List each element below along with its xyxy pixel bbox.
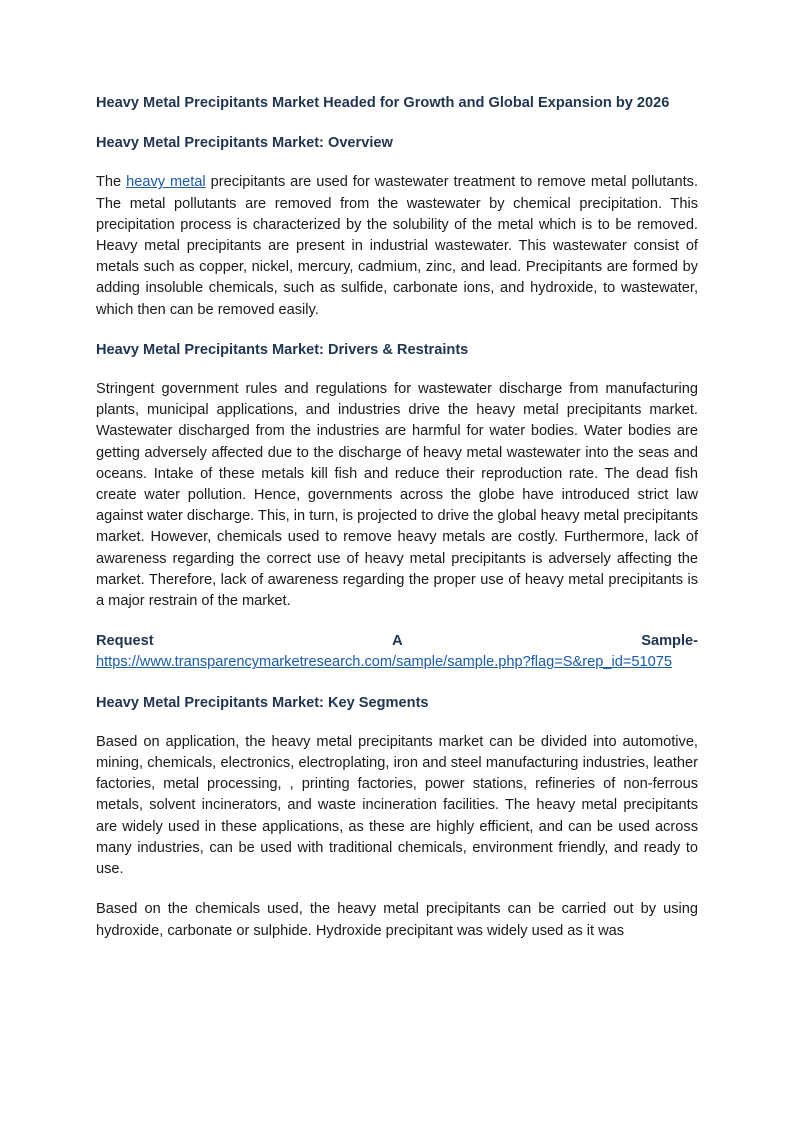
- drivers-paragraph: Stringent government rules and regulations for wastewater discharge from manufacturing plants, municipal applications, and industries drive the heavy metal precipitants market. Wastewater discharged from the industries are harmful for water bodies. Water bodies are getting adversely affected due to the discharge of heavy metal wastewater into the seas and oceans. Intake of these metals kill fish and reduce their reproduction rate. The dead fish create water pollution. Hence, governments across the globe have introduced strict law against water discharge. This, in turn, is projected to drive the global heavy metal precipitants market. However, chemicals used to remove heavy metals are costly. Furthermore, lack of awareness regarding the correct use of heavy metal precipitants is adversely affecting the market. Therefore, lack of awareness regarding the proper use of heavy metal precipitants is a major restrain of the market.: [96, 381, 698, 610]
- segments-paragraph-application: Based on application, the heavy metal precipitants market can be divided into automotive, mining, chemicals, electronics, electroplating, iron and steel manufacturing industries, leather factories, metal processing, , printing factories, power stations, refineries of non-ferrous metals, solvent incinerators, and waste incineration facilities. The heavy metal precipitants are widely used in these applications, as these are highly efficient, and can be used across many industries, can be used with traditional chemicals, environment friendly, and ready to use.: [96, 733, 698, 878]
- document-page: [96, 93, 698, 961]
- segments-paragraph-chemicals: Based on the chemicals used, the heavy metal precipitants can be carried out by using hydroxide, carbonate or sulphide. Hydroxide precipitant was widely used as it was: [96, 901, 698, 939]
- overview-text-rest: precipitants are used for wastewater treatment to remove metal pollutants. The metal pollutants are removed from the wastewater by chemical precipitation. This precipitation process is characterized by the solubility of the metal which is to be removed. Heavy metal precipitants are present in industrial wastewater. This wastewater consist of metals such as copper, nickel, mercury, cadmium, zinc, and lead. Precipitants are formed by adding insoluble chemicals, such as sulfide, carbonate ions, and hydroxide, to wastewater, which then can be removed easily.: [96, 174, 698, 318]
- drivers-heading: Heavy Metal Precipitants Market: Drivers & Restraints: [96, 341, 469, 358]
- overview-paragraph: [96, 172, 698, 320]
- sample-word: Sample-: [641, 633, 698, 650]
- request-sample-block: [96, 631, 698, 673]
- overview-heading: Heavy Metal Precipitants Market: Overview: [96, 135, 393, 152]
- heavy-metal-link[interactable]: heavy metal: [126, 174, 206, 191]
- document-title: Heavy Metal Precipitants Market Headed for Growth and Global Expansion by 2026: [96, 95, 670, 111]
- overview-text-start: The: [96, 174, 127, 191]
- request-sample-link[interactable]: https://www.transparencymarketresearch.com/sample/sample.php?flag=S&rep_id=51075: [96, 654, 672, 671]
- request-word: Request: [96, 633, 154, 650]
- segments-heading: Heavy Metal Precipitants Market: Key Segments: [96, 694, 429, 711]
- request-sample-label: [96, 631, 698, 652]
- a-word: A: [392, 633, 403, 650]
